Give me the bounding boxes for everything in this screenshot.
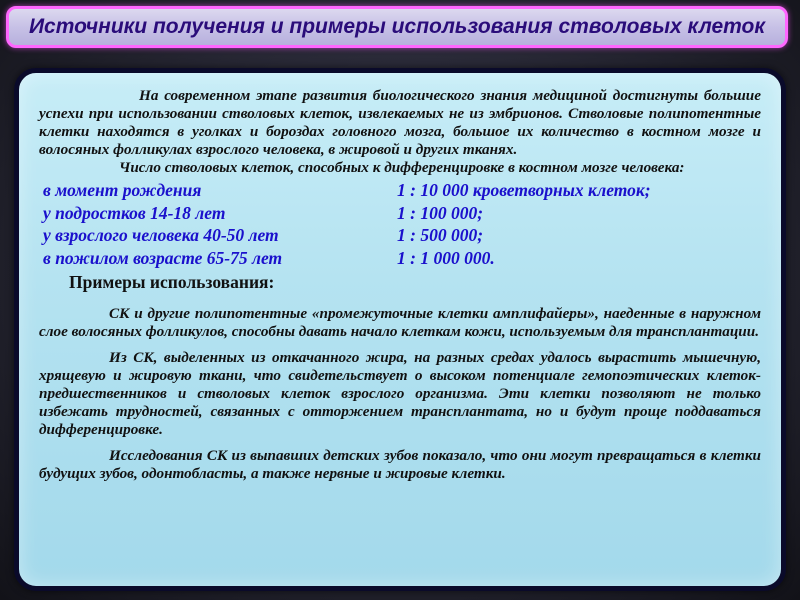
stat-row <box>39 247 761 270</box>
stat-label: у подростков 14-18 лет <box>43 202 226 223</box>
intro-paragraph: На современном этапе развития биологического знания медициной достигнуты большие успехи при использовании стволовых клеток, извлекаемых не из эмбрионов. Стволовые полипотентные клетки находятся в уголках и бороздах головного мозга, большое их количество в костном мозге и волосяных фолликулах взрослого человека, в жировой и других тканях. <box>39 87 761 158</box>
stat-row <box>39 224 761 247</box>
example-paragraph: Исследования СК из выпавших детских зубов показало, что они могут превращаться в клетки будущих зубов, одонтобласты, а также нервные и жировые клетки. <box>39 447 761 482</box>
examples-heading: Примеры использования: <box>69 272 275 292</box>
slide-title: Источники получения и примеры использования стволовых клеток <box>28 15 766 38</box>
example-paragraph: СК и другие полипотентные «промежуточные клетки амплифайеры», наеденные в наружном слое волосяных фолликулов, способны давать начало клеткам кожи, используемым для трансплантации. <box>39 305 761 340</box>
content-panel <box>14 68 786 591</box>
paragraph-gap <box>39 439 761 447</box>
stat-row <box>39 179 761 202</box>
stat-label: у взрослого человека 40-50 лет <box>43 225 279 245</box>
stat-label: в пожилом возрасте 65-75 лет <box>43 247 283 268</box>
paragraph-gap <box>39 341 761 349</box>
stat-ratio: 1 : 500 000; <box>397 225 484 245</box>
example-paragraph: Из СК, выделенных из откачанного жира, на разных средах удалось вырастить мышечную, хрящевую и жировую ткани, что свидетельствует о высоком потенциале гемопоэтических клеток-предшественников и стволовых клеток взрослого организма. Эти клетки позволяют не только избежать трудностей, связанных с отторжением трансплантата, но и будут проще поддаваться дифференцировке. <box>39 349 761 438</box>
stat-ratio: 1 : 100 000; <box>397 202 484 223</box>
stat-label: в момент рождения <box>43 180 202 200</box>
stem-cell-ratio-list <box>39 179 761 269</box>
stat-row <box>39 202 761 225</box>
stat-ratio: 1 : 10 000 кроветворных клеток; <box>397 180 651 200</box>
title-bar <box>6 6 788 48</box>
count-intro-paragraph: Число стволовых клеток, способных к дифференцировке в костном мозге человека: <box>119 159 685 176</box>
stat-ratio: 1 : 1 000 000. <box>397 247 495 268</box>
